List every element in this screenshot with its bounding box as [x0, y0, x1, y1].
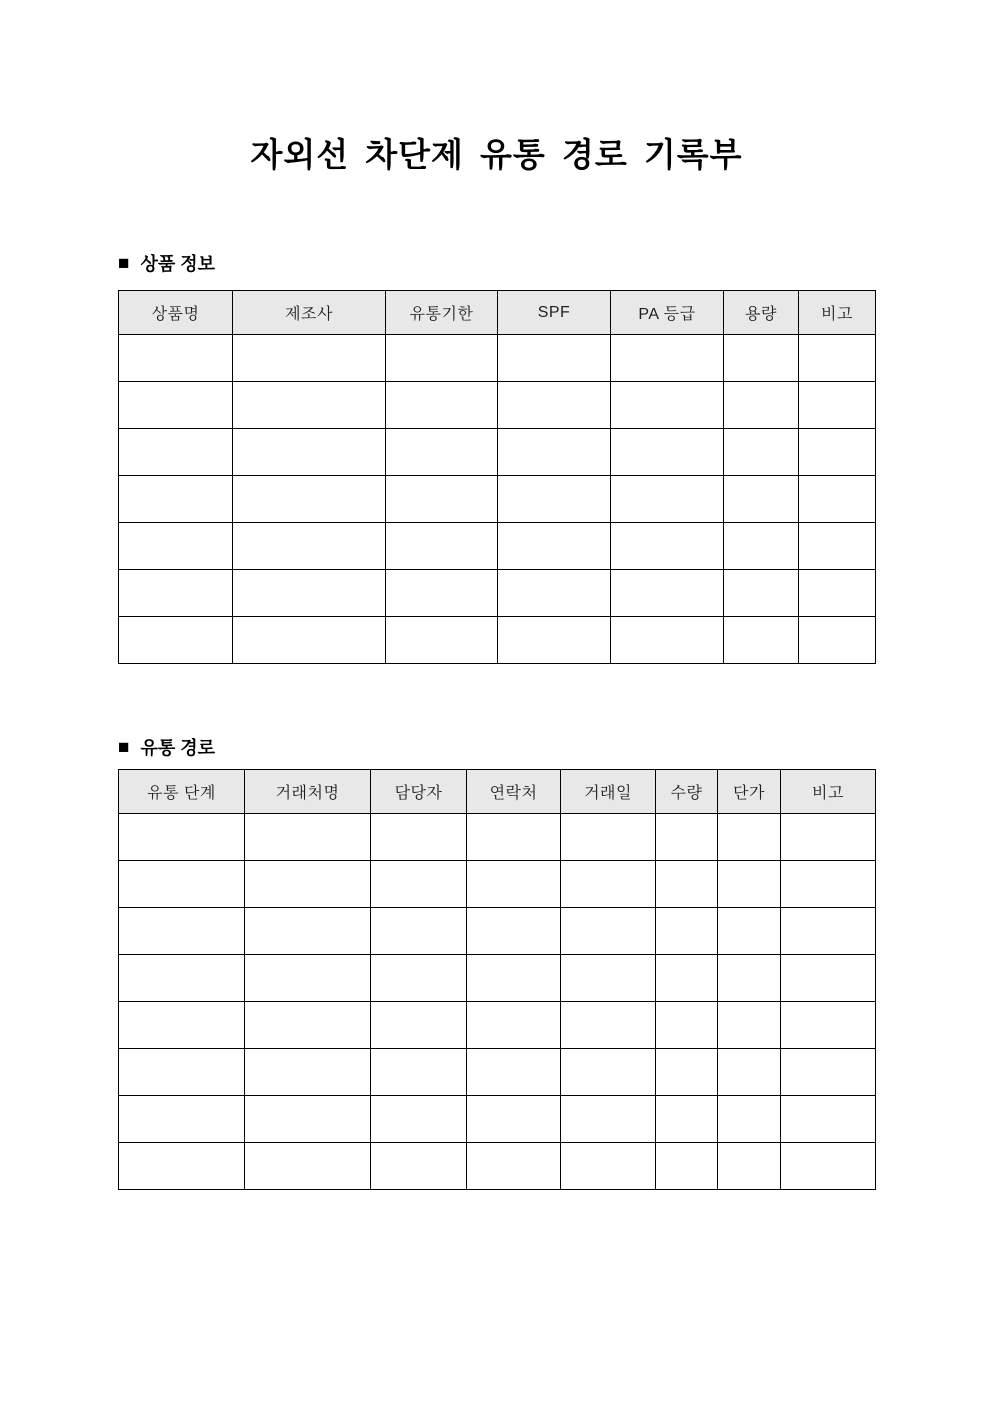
section-heading-product-info [118, 253, 875, 275]
empty-cell [561, 1049, 656, 1096]
column-header-pa-grade: PA 등급 [611, 291, 724, 335]
empty-cell [233, 382, 386, 429]
empty-cell [386, 570, 498, 617]
empty-cell [724, 335, 799, 382]
empty-cell [561, 1002, 656, 1049]
empty-cell [799, 382, 876, 429]
section-heading-distribution-route [118, 737, 875, 759]
empty-cell [718, 1049, 781, 1096]
column-header-distribution-stage: 유통 단계 [119, 770, 245, 814]
empty-cell [718, 1002, 781, 1049]
empty-cell [718, 861, 781, 908]
empty-cell [119, 861, 245, 908]
empty-cell [611, 429, 724, 476]
empty-cell [718, 1096, 781, 1143]
empty-cell [245, 1143, 371, 1190]
empty-cell [467, 861, 561, 908]
column-header-contact-person: 담당자 [371, 770, 467, 814]
empty-cell [119, 523, 233, 570]
empty-cell [561, 814, 656, 861]
column-header-product-name: 상품명 [119, 291, 233, 335]
empty-cell [119, 908, 245, 955]
empty-cell [386, 617, 498, 664]
empty-row [119, 382, 876, 429]
empty-cell [498, 335, 611, 382]
column-header-manufacturer: 제조사 [233, 291, 386, 335]
empty-row [119, 523, 876, 570]
empty-cell [799, 523, 876, 570]
empty-cell [386, 523, 498, 570]
empty-cell [498, 429, 611, 476]
empty-cell [467, 1002, 561, 1049]
empty-cell [724, 570, 799, 617]
empty-cell [799, 335, 876, 382]
empty-cell [781, 861, 876, 908]
empty-cell [656, 908, 718, 955]
column-header-remarks: 비고 [799, 291, 876, 335]
distribution-route-section [118, 737, 875, 1190]
empty-cell [724, 476, 799, 523]
empty-cell [561, 955, 656, 1002]
empty-cell [656, 861, 718, 908]
empty-cell [561, 908, 656, 955]
empty-cell [561, 1143, 656, 1190]
empty-cell [498, 617, 611, 664]
empty-row [119, 476, 876, 523]
empty-cell [119, 1002, 245, 1049]
empty-cell [371, 814, 467, 861]
empty-cell [611, 335, 724, 382]
table-header-row [119, 770, 876, 814]
empty-cell [371, 955, 467, 1002]
empty-cell [119, 382, 233, 429]
empty-cell [656, 1096, 718, 1143]
empty-cell [561, 861, 656, 908]
empty-cell [233, 570, 386, 617]
empty-cell [781, 1049, 876, 1096]
empty-cell [656, 955, 718, 1002]
empty-cell [498, 523, 611, 570]
empty-cell [245, 861, 371, 908]
empty-row [119, 814, 876, 861]
empty-cell [245, 814, 371, 861]
empty-cell [119, 335, 233, 382]
empty-cell [724, 617, 799, 664]
empty-cell [467, 908, 561, 955]
empty-row [119, 617, 876, 664]
empty-cell [371, 1049, 467, 1096]
empty-cell [233, 523, 386, 570]
empty-cell [799, 429, 876, 476]
empty-cell [245, 1096, 371, 1143]
empty-row [119, 1049, 876, 1096]
empty-cell [233, 617, 386, 664]
product-info-table [118, 290, 876, 664]
empty-cell [245, 908, 371, 955]
empty-cell [245, 955, 371, 1002]
empty-cell [656, 1049, 718, 1096]
empty-cell [781, 1096, 876, 1143]
empty-cell [119, 429, 233, 476]
empty-cell [611, 382, 724, 429]
empty-cell [119, 955, 245, 1002]
empty-cell [119, 814, 245, 861]
empty-cell [119, 617, 233, 664]
empty-cell [781, 1002, 876, 1049]
empty-cell [724, 523, 799, 570]
empty-cell [611, 617, 724, 664]
empty-row [119, 1143, 876, 1190]
empty-cell [371, 1143, 467, 1190]
empty-row [119, 1002, 876, 1049]
empty-cell [611, 570, 724, 617]
column-header-remarks: 비고 [781, 770, 876, 814]
column-header-quantity: 수량 [656, 770, 718, 814]
empty-cell [386, 429, 498, 476]
empty-cell [467, 814, 561, 861]
empty-cell [233, 476, 386, 523]
empty-row [119, 570, 876, 617]
column-header-contact-info: 연락처 [467, 770, 561, 814]
empty-cell [611, 523, 724, 570]
empty-row [119, 429, 876, 476]
empty-cell [467, 1143, 561, 1190]
empty-cell [561, 1096, 656, 1143]
product-info-section [118, 253, 875, 664]
empty-cell [467, 1096, 561, 1143]
page-title: 자외선 차단제 유통 경로 기록부 [250, 136, 743, 173]
square-bullet-icon: ■ [118, 736, 130, 758]
square-bullet-icon: ■ [118, 252, 130, 274]
empty-cell [371, 908, 467, 955]
empty-cell [386, 476, 498, 523]
empty-cell [233, 335, 386, 382]
empty-cell [656, 1002, 718, 1049]
empty-cell [467, 955, 561, 1002]
section-heading-text: 유통 경로 [140, 738, 216, 758]
empty-row [119, 955, 876, 1002]
empty-cell [724, 429, 799, 476]
empty-cell [467, 1049, 561, 1096]
empty-cell [245, 1049, 371, 1096]
empty-cell [781, 1143, 876, 1190]
empty-cell [718, 955, 781, 1002]
empty-cell [371, 861, 467, 908]
column-header-client-name: 거래처명 [245, 770, 371, 814]
empty-cell [656, 814, 718, 861]
empty-row [119, 861, 876, 908]
empty-cell [119, 570, 233, 617]
empty-cell [781, 908, 876, 955]
empty-cell [119, 1049, 245, 1096]
empty-row [119, 908, 876, 955]
empty-cell [656, 1143, 718, 1190]
empty-cell [233, 429, 386, 476]
column-header-transaction-date: 거래일 [561, 770, 656, 814]
empty-row [119, 1096, 876, 1143]
empty-cell [498, 476, 611, 523]
empty-cell [371, 1002, 467, 1049]
empty-cell [718, 1143, 781, 1190]
column-header-spf: SPF [498, 291, 611, 335]
empty-cell [119, 1096, 245, 1143]
empty-cell [611, 476, 724, 523]
empty-cell [386, 335, 498, 382]
empty-cell [498, 570, 611, 617]
empty-cell [799, 617, 876, 664]
column-header-unit-price: 단가 [718, 770, 781, 814]
column-header-volume: 용량 [724, 291, 799, 335]
empty-cell [498, 382, 611, 429]
empty-cell [119, 1143, 245, 1190]
empty-cell [718, 908, 781, 955]
empty-cell [799, 570, 876, 617]
table-header-row [119, 291, 876, 335]
empty-cell [718, 814, 781, 861]
empty-cell [371, 1096, 467, 1143]
empty-cell [781, 955, 876, 1002]
empty-cell [245, 1002, 371, 1049]
empty-cell [386, 382, 498, 429]
column-header-expiry-date: 유통기한 [386, 291, 498, 335]
empty-cell [724, 382, 799, 429]
distribution-route-table [118, 769, 876, 1190]
empty-cell [781, 814, 876, 861]
empty-row [119, 335, 876, 382]
section-heading-text: 상품 정보 [140, 254, 216, 274]
empty-cell [799, 476, 876, 523]
empty-cell [119, 476, 233, 523]
